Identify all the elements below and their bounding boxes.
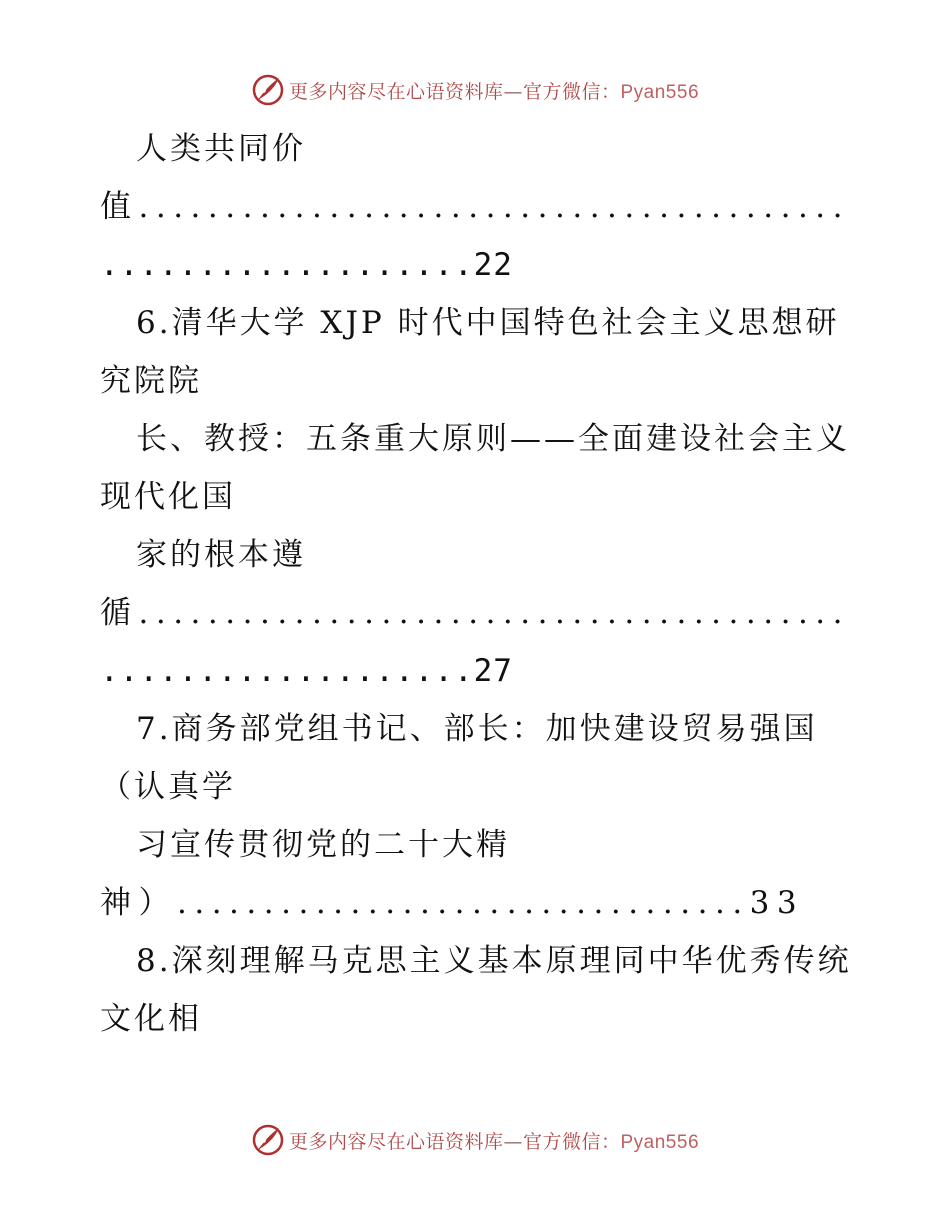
toc-line: 7.商务部党组书记、部长：加快建设贸易强国 [136, 711, 818, 747]
toc-line: ...................22 [100, 247, 513, 283]
toc-line: 6.清华大学 XJP 时代中国特色社会主义思想研 [136, 305, 840, 341]
toc-line: 家的根本遵 [136, 537, 306, 573]
toc-line: 文化相 [100, 1001, 202, 1037]
toc-line: 究院院 [100, 363, 202, 399]
toc-line: 循......................................... [100, 595, 851, 631]
footer-watermark [0, 1120, 950, 1160]
toc-line: 长、教授：五条重大原则——全面建设社会主义 [136, 421, 850, 457]
toc-line: 习宣传贯彻党的二十大精 [136, 827, 510, 863]
toc-line: 人类共同价 [136, 131, 306, 167]
toc-line: 8.深刻理解马克思主义基本原理同中华优秀传统 [136, 943, 852, 979]
feather-pen-logo-icon [251, 1123, 285, 1157]
toc-line: 神）.................................33 [100, 885, 805, 921]
watermark-text: 更多内容尽在心语资料库—官方微信：Pyan556 [288, 80, 700, 103]
feather-pen-logo-icon [251, 73, 285, 107]
toc-line: 值......................................... [100, 189, 851, 225]
toc-line: （认真学 [100, 769, 236, 805]
watermark-text: 更多内容尽在心语资料库—官方微信：Pyan556 [288, 1130, 700, 1153]
header-watermark [0, 70, 950, 110]
toc-content [100, 120, 860, 1048]
toc-line: 现代化国 [100, 479, 236, 515]
toc-line: ...................27 [100, 653, 513, 689]
